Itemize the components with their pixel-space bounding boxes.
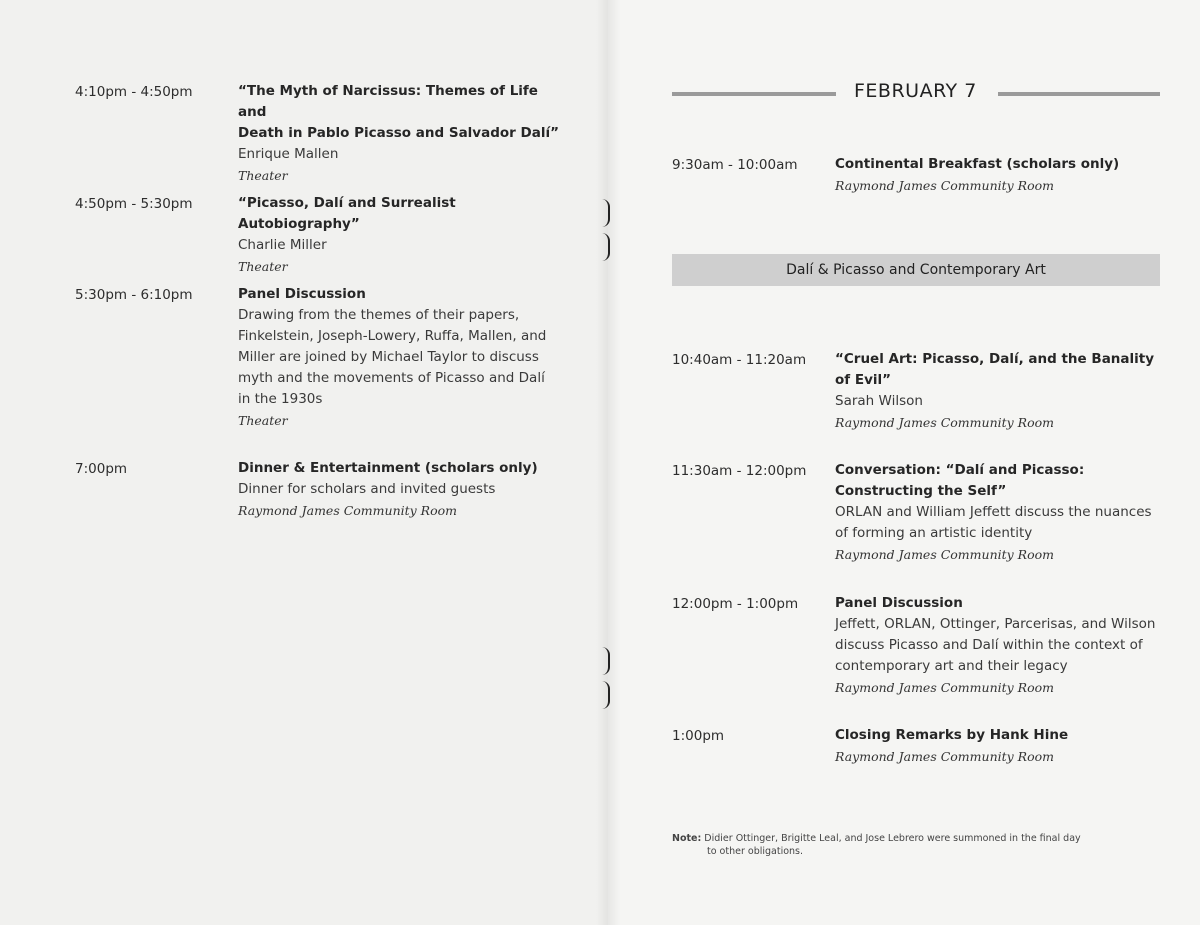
- heading-rule-left: [672, 92, 836, 96]
- date-heading: [672, 78, 1160, 108]
- session-time: 1:00pm: [672, 728, 725, 744]
- session-description: Finkelstein, Joseph-Lowery, Ruffa, Mallen, and: [238, 328, 547, 344]
- session-speaker: Charlie Miller: [238, 237, 327, 253]
- session-description: in the 1930s: [238, 391, 323, 407]
- binding-mark: [602, 647, 610, 675]
- heading-rule-right: [998, 92, 1160, 96]
- session-time: 5:30pm - 6:10pm: [75, 287, 193, 303]
- session-description: ORLAN and William Jeffett discuss the nuances: [835, 504, 1152, 520]
- session-block: [835, 154, 1155, 196]
- session-block: [238, 81, 568, 186]
- session-title: of Evil”: [835, 372, 891, 388]
- session-block: [238, 458, 578, 521]
- session-time: 9:30am - 10:00am: [672, 157, 798, 173]
- session-block: [835, 349, 1155, 433]
- section-band: Dalí & Picasso and Contemporary Art: [672, 254, 1160, 286]
- footnote-text: to other obligations.: [707, 846, 804, 857]
- binding-mark: [602, 681, 610, 709]
- session-title: “Cruel Art: Picasso, Dalí, and the Banality: [835, 351, 1155, 367]
- footnote: [672, 832, 1152, 858]
- session-description: Dinner for scholars and invited guests: [238, 481, 496, 497]
- footnote-label: Note:: [672, 833, 702, 844]
- session-venue: Raymond James Community Room: [835, 680, 1054, 695]
- session-venue: Theater: [238, 259, 288, 274]
- session-title: Closing Remarks by Hank Hine: [835, 727, 1069, 743]
- session-title: “Picasso, Dalí and Surrealist Autobiography”: [238, 195, 456, 232]
- session-block: [238, 193, 568, 277]
- session-description: Drawing from the themes of their papers,: [238, 307, 520, 323]
- session-venue: Theater: [238, 168, 288, 183]
- session-venue: Raymond James Community Room: [835, 547, 1054, 562]
- session-time: 4:50pm - 5:30pm: [75, 196, 193, 212]
- session-time: 4:10pm - 4:50pm: [75, 84, 193, 100]
- session-block: [835, 460, 1165, 565]
- session-venue: Raymond James Community Room: [835, 178, 1054, 193]
- session-venue: Raymond James Community Room: [835, 749, 1054, 764]
- session-speaker: Sarah Wilson: [835, 393, 923, 409]
- session-description: contemporary art and their legacy: [835, 658, 1068, 674]
- session-venue: Theater: [238, 413, 288, 428]
- binding-mark: [602, 199, 610, 227]
- session-speaker: Enrique Mallen: [238, 146, 339, 162]
- binding-mark: [602, 233, 610, 261]
- session-block: [238, 284, 578, 431]
- page-gutter: [596, 0, 620, 925]
- session-block: [835, 725, 1155, 767]
- session-title: Continental Breakfast (scholars only): [835, 156, 1120, 172]
- session-venue: Raymond James Community Room: [835, 415, 1054, 430]
- session-time: 11:30am - 12:00pm: [672, 463, 807, 479]
- session-block: [835, 593, 1165, 698]
- session-description: myth and the movements of Picasso and Dalí: [238, 370, 545, 386]
- session-time: 10:40am - 11:20am: [672, 352, 807, 368]
- session-title: Panel Discussion: [238, 286, 366, 302]
- footnote-text: Didier Ottinger, Brigitte Leal, and Jose Lebrero were summoned in the final day: [704, 833, 1081, 844]
- session-description: Jeffett, ORLAN, Ottinger, Parcerisas, and Wilson: [835, 616, 1156, 632]
- session-time: 7:00pm: [75, 461, 128, 477]
- session-title: Conversation: “Dalí and Picasso:: [835, 462, 1085, 478]
- session-title: Death in Pablo Picasso and Salvador Dalí”: [238, 125, 559, 141]
- session-description: Miller are joined by Michael Taylor to discuss: [238, 349, 539, 365]
- session-title: Constructing the Self”: [835, 483, 1007, 499]
- session-description: of forming an artistic identity: [835, 525, 1033, 541]
- date-heading-label: FEBRUARY 7: [854, 80, 977, 102]
- session-title: Dinner & Entertainment (scholars only): [238, 460, 538, 476]
- session-venue: Raymond James Community Room: [238, 503, 457, 518]
- session-title: Panel Discussion: [835, 595, 963, 611]
- session-title: “The Myth of Narcissus: Themes of Life and: [238, 83, 538, 120]
- session-time: 12:00pm - 1:00pm: [672, 596, 799, 612]
- session-description: discuss Picasso and Dalí within the context of: [835, 637, 1143, 653]
